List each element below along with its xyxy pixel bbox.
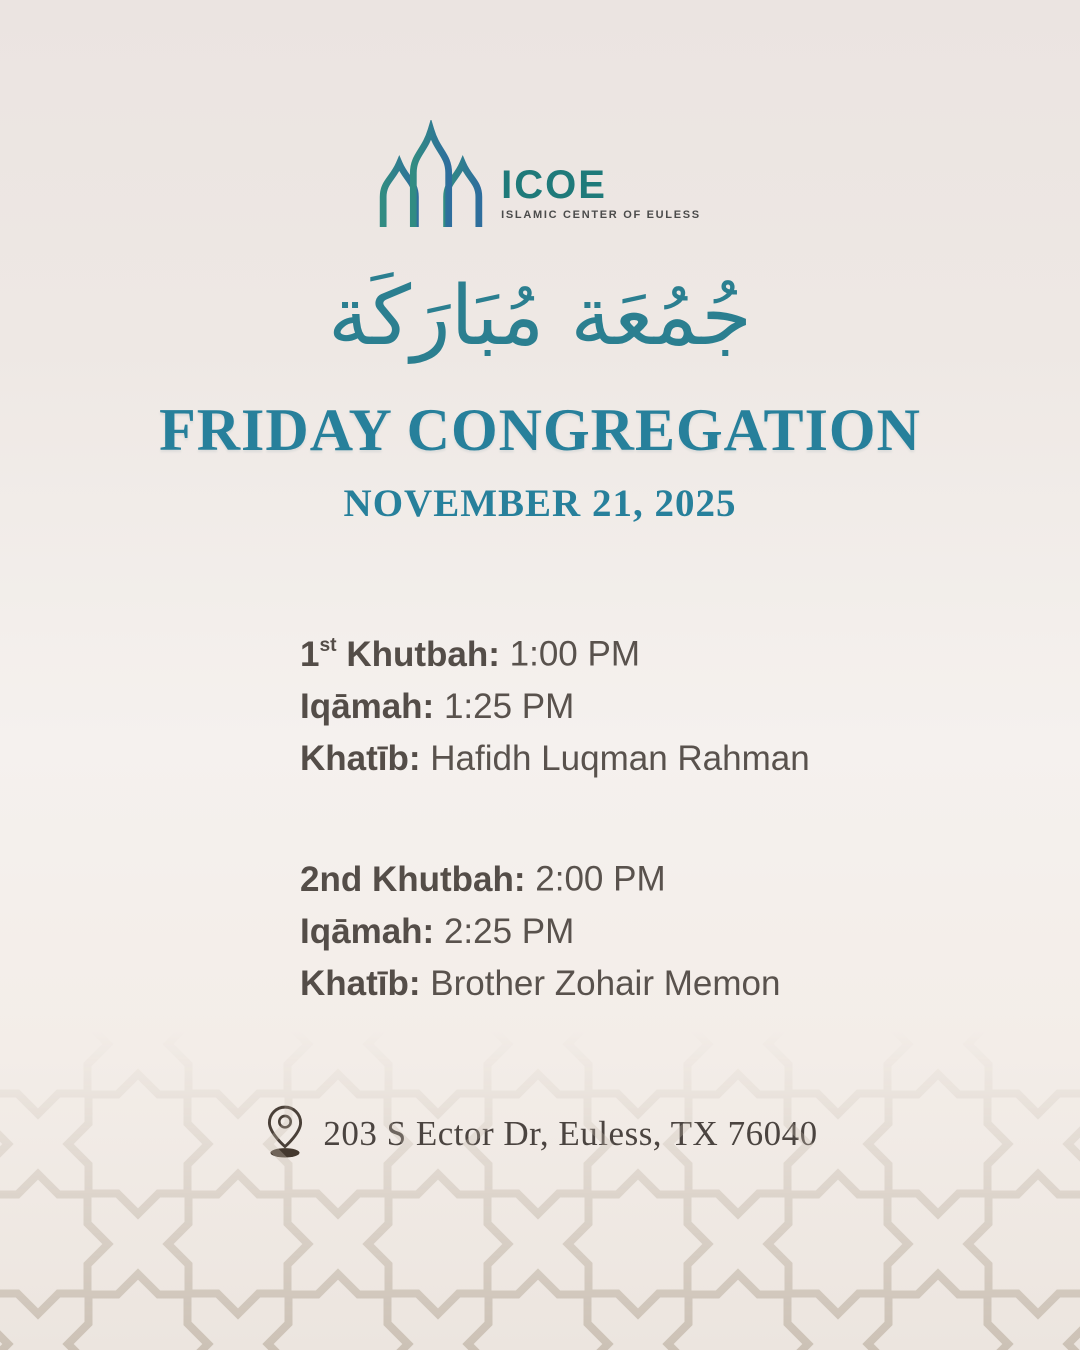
khatib-2-line xyxy=(300,958,780,1010)
logo-text xyxy=(501,164,701,221)
khutbah-time: 1:00 PM xyxy=(509,634,640,674)
khatib-name: Hafidh Luqman Rahman xyxy=(430,738,810,778)
logo-subtitle: ISLAMIC CENTER OF EULESS xyxy=(501,208,701,221)
khatib-name: Brother Zohair Memon xyxy=(430,963,781,1003)
iqamah-label: Iqāmah: xyxy=(300,686,435,726)
logo xyxy=(0,120,1080,230)
mosque-arches-icon xyxy=(379,120,483,230)
iqamah-2-line xyxy=(300,906,780,958)
session-2-schedule xyxy=(300,847,780,1010)
iqamah-time: 1:25 PM xyxy=(443,686,575,726)
logo-abbr: ICOE xyxy=(501,162,607,207)
iqamah-label: Iqāmah: xyxy=(300,911,435,951)
ordinal: 2nd xyxy=(300,859,363,899)
khutbah-time: 2:00 PM xyxy=(535,859,666,899)
khatib-1-line xyxy=(300,733,810,785)
ordinal: 1 xyxy=(300,634,320,674)
islamic-star-pattern xyxy=(0,1030,1080,1350)
khatib-label: Khatīb: xyxy=(300,738,421,778)
page-title: FRIDAY CONGREGATION xyxy=(159,397,921,463)
iqamah-time: 2:25 PM xyxy=(443,911,575,951)
ordinal-suffix: st xyxy=(319,635,337,657)
arabic-calligraphy: جُمُعَة مُبَارَكَة xyxy=(328,269,752,364)
khutbah-2-line xyxy=(300,847,780,906)
event-date: NOVEMBER 21, 2025 xyxy=(343,482,737,525)
iqamah-1-line xyxy=(300,681,810,733)
khatib-label: Khatīb: xyxy=(300,963,421,1003)
khutbah-1-line xyxy=(300,622,810,681)
khutbah-label: Khutbah: xyxy=(346,634,500,674)
session-1-schedule xyxy=(300,622,810,785)
khutbah-label: Khutbah: xyxy=(371,859,526,899)
